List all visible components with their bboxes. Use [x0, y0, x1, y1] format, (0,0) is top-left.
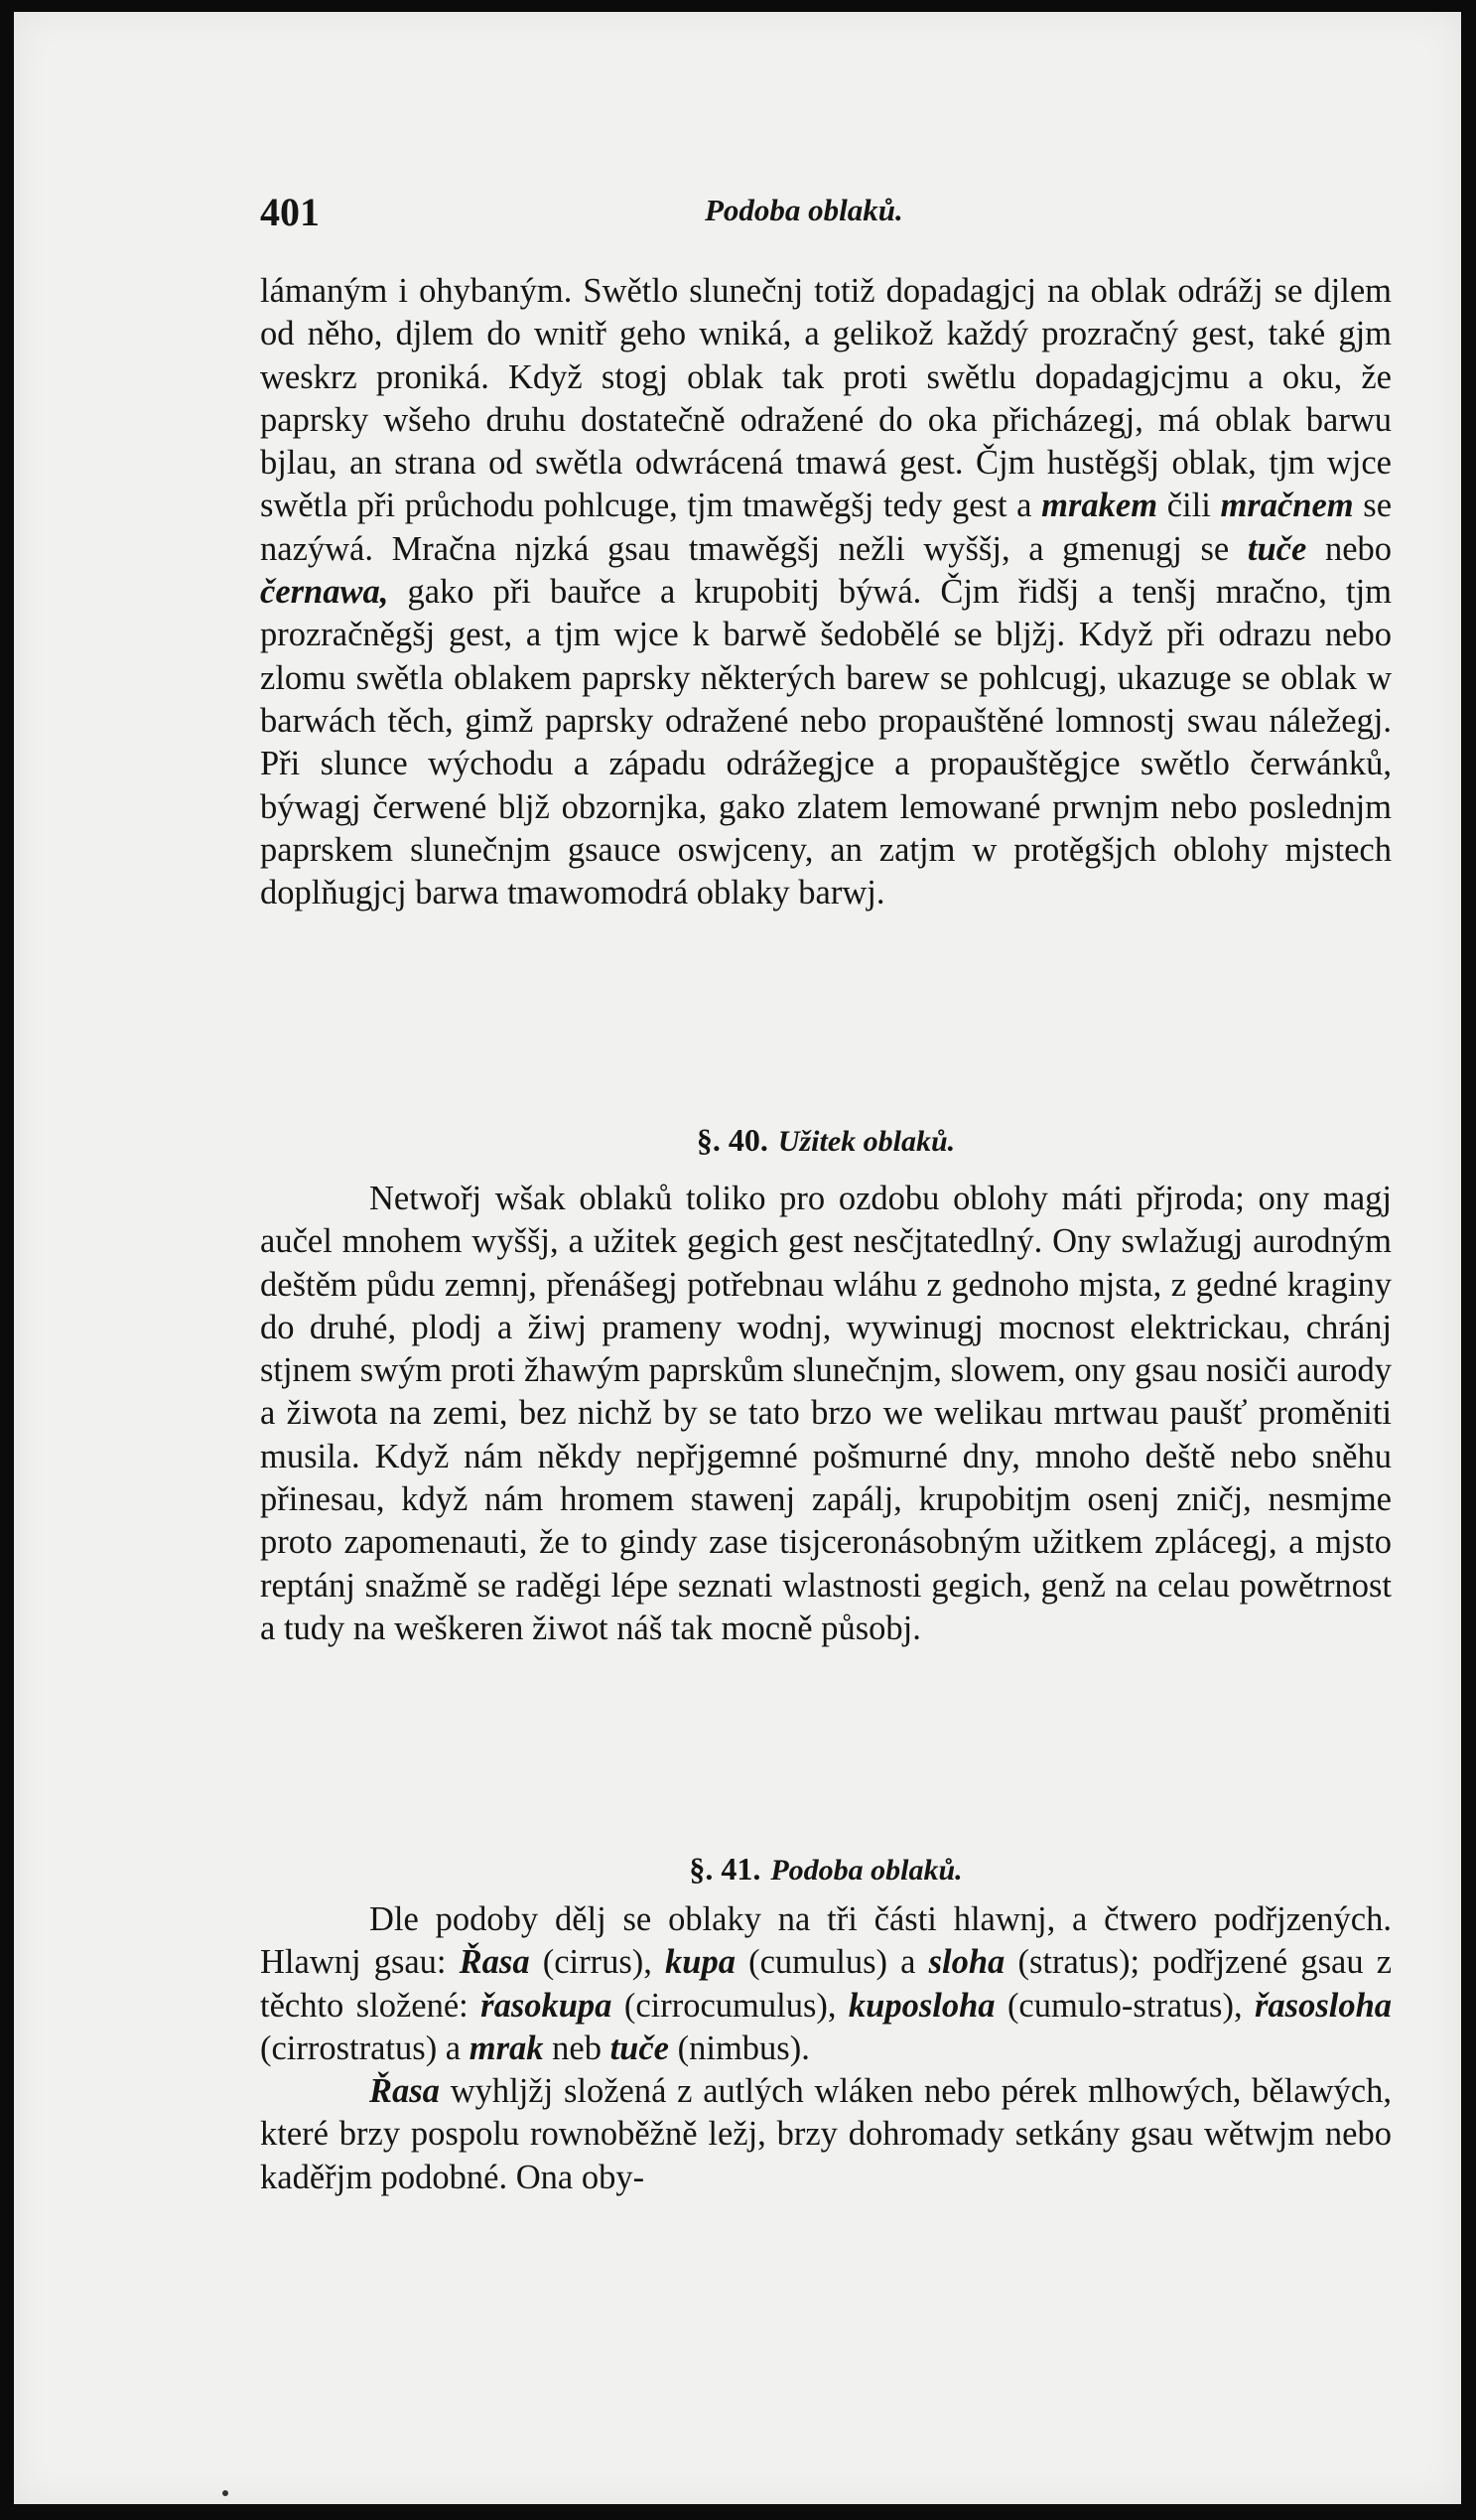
scan-speck	[222, 2490, 228, 2496]
section-heading-41	[260, 1851, 1392, 1888]
paragraph-usefulness: Netwořj wšak oblaků toliko pro ozdobu oblohy máti přjroda; ony magj aučel mnohem wyššj, a užitek gegich gest nesčjtatedlný. Ony swlažugj aurodným deštěm půdu zemnj, přenášegj potřebnau wláhu z gednoho mjsta, z gedné kraginy do druhé, plodj a žiwj prameny wodnj, wywinugj mocnost elektrickau, chránj stjnem swým proti žhawým paprskům slunečnjm, slowem, ony gsau nosiči aurody a žiwota na zemi, bez nichž by se tato brzo we welikau mrtwau paušť proměniti musila. Když nám někdy nepřjgemné pošmurné dny, mnoho deště nebo sněhu přinesau, když nám hromem stawenj zapálj, krupobitjm osenj zničj, nesmjme proto zapomenauti, že to gindy zase tisjceronásobným užitkem zplácegj, a mjsto reptánj snažmě se raděgi lépe seznati wlastnosti gegich, genž na celau powětrnost a tudy na weškeren žiwot náš tak mocně působj.	[260, 1180, 1392, 1647]
page-number: 401	[260, 190, 320, 234]
section-title: Podoba oblaků.	[770, 1854, 963, 1887]
page-header	[260, 189, 1392, 238]
paragraph-colors: lámaným i ohybaným. Swětlo slunečnj totiž dopadagjcj na oblak odrážj se djlem od něho, djlem do wnitř geho wniká, a gelikož každý prozračný gest, také gjm weskrz proniká. Když stogj oblak tak proti swětlu dopadagjcjmu a oku, že paprsky wšeho druhu dostatečně odražené do oka přicházegj, má oblak barwu bjlau, an strana od swětla odwrácená tmawá gest. Čjm hustěgšj oblak, tjm wjce swětla při průchodu pohlcuge, tjm tmawěgšj tedy gest a mrakem čili mračnem se nazýwá. Mračna njzká gsau tmawěgšj nežli wyššj, a gmenugj se tuče nebo černawa, gako při bauřce a krupobitj býwá. Čjm řidšj a tenšj mračno, tjm prozračněgšj gest, a tjm wjce k barwě šedobělé se bljžj. Když při odrazu nebo zlomu swětla oblakem paprsky některých barew se pohlcugj, ukazuge se oblak w barwách těch, gimž paprsky odražené nebo propauštěné lomnostj swau náležegj. Při slunce wýchodu a západu odrážegjce a propauštěgjce swětlo čerwánků, býwagj čerwené bljž obzornjka, gako zlatem lemowané prwnjm nebo poslednjm paprskem slunečnjm gsauce oswjceny, an zatjm w protěgšjch oblohy mjstech doplňugjcj barwa tmawomodrá oblaky barwj.	[260, 272, 1393, 912]
paragraph-cloud-types: Dle podoby dělj se oblaky na tři části hlawnj, a čtwero podřjzených. Hlawnj gsau: Řasa (cirrus), kupa (cumulus) a sloha (stratus); podřjzené gsau z těchto složené: řasokupa (cirrocumulus), kuposloha (cumulo-stratus), řasosloha (cirrostratus) a mrak neb tuče (nimbus). Řasa wyhljžj složená z autlých wláken nebo pérek mlhowých, bělawých, které brzy pospolu rownoběžně ležj, brzy dohromady setkány gsau wětwjm nebo kaděřjm podobné. Ona oby-	[260, 1900, 1393, 2196]
section-number: §. 40.	[696, 1122, 768, 1158]
section-number: §. 41.	[689, 1851, 761, 1887]
section-heading-40	[260, 1122, 1392, 1159]
section-title: Užitek oblaků.	[777, 1125, 956, 1158]
running-title: Podoba oblaků.	[705, 193, 903, 227]
